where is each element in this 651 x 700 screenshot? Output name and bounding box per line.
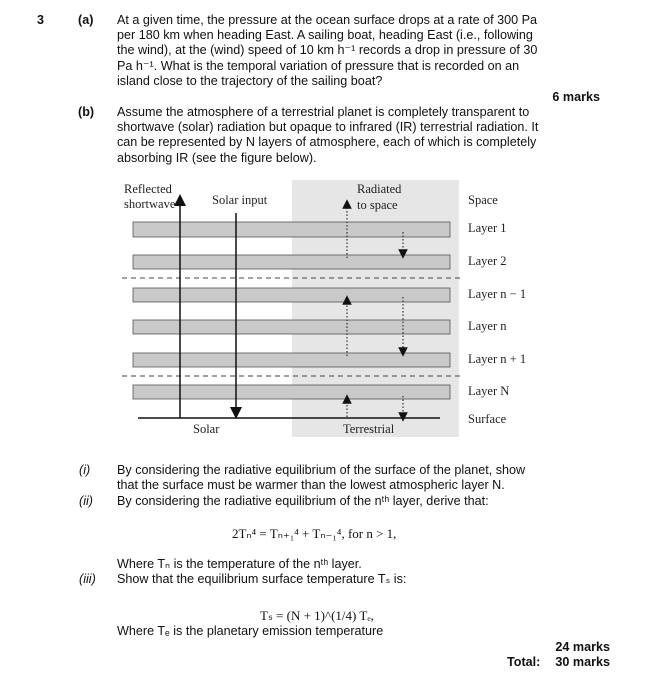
total-marks: 30 marks: [555, 655, 610, 669]
sub-iii-where: Where Tₑ is the planetary emission temperature: [117, 624, 384, 638]
sub-ii-text: By considering the radiative equilibrium of the nᵗʰ layer, derive that:: [117, 494, 489, 508]
part-a-text: At a given time, the pressure at the ocean surface drops at a rate of 300 Pa per 180 km when heading East. A sailing boat, heading East (i.e., following the wind), at the (wind) speed of 10 km h⁻¹ records a drop in pressure of 30 Pa h⁻¹. What is the temporal variation of pressure that is recorded on an island close to the trajectory of the sailing boat?: [117, 13, 538, 88]
shortwave-label: shortwave: [124, 197, 176, 211]
layer-label: Layer n + 1: [468, 352, 527, 366]
terrestrial-label: Terrestrial: [343, 422, 395, 436]
radiated-label: Radiated: [357, 182, 402, 196]
equation-surface: Tₛ = (N + 1)^(1/4) Tₑ,: [260, 608, 374, 623]
part-b-label: (b): [78, 105, 95, 119]
solar-label: Solar: [193, 422, 220, 436]
layer-label: Layer 1: [468, 221, 507, 235]
sub-ii-label: (ii): [79, 494, 93, 508]
solar-input-label: Solar input: [212, 193, 268, 207]
total-label: Total:: [507, 655, 541, 669]
part-b-marks: 24 marks: [555, 640, 610, 654]
layer-label: Layer n: [468, 319, 507, 333]
part-a-marks: 6 marks: [552, 90, 600, 104]
sub-ii-where: Where Tₙ is the temperature of the nᵗʰ layer.: [117, 557, 362, 571]
layer-label: Layer N: [468, 384, 510, 398]
question-number: 3: [37, 13, 45, 27]
layer-label: Space: [468, 193, 498, 207]
reflected-label: Reflected: [124, 182, 172, 196]
part-b-text: Assume the atmosphere of a terrestrial planet is completely transparent to shortwave (solar) radiation but opaque to infrared (IR) terrestrial radiation. It can be represented by N layers of atmosphere, each of which is completely absorbing IR (see the figure below).: [117, 105, 539, 165]
sub-i-text: By considering the radiative equilibrium of the surface of the planet, show that the surface must be warmer than the lowest atmospheric layer N.: [117, 463, 526, 493]
sub-iii-label: (iii): [79, 572, 96, 586]
part-a-label: (a): [78, 13, 94, 27]
to-space-label: to space: [357, 198, 398, 212]
layer-label: Surface: [468, 412, 507, 426]
layer-label: Layer n − 1: [468, 287, 527, 301]
sub-iii-text: Show that the equilibrium surface temperature Tₛ is:: [117, 572, 407, 586]
layer-label: Layer 2: [468, 254, 507, 268]
equation-layer: 2Tₙ⁴ = Tₙ₊₁⁴ + Tₙ₋₁⁴, for n > 1,: [232, 526, 397, 541]
sub-i-label: (i): [79, 463, 91, 477]
